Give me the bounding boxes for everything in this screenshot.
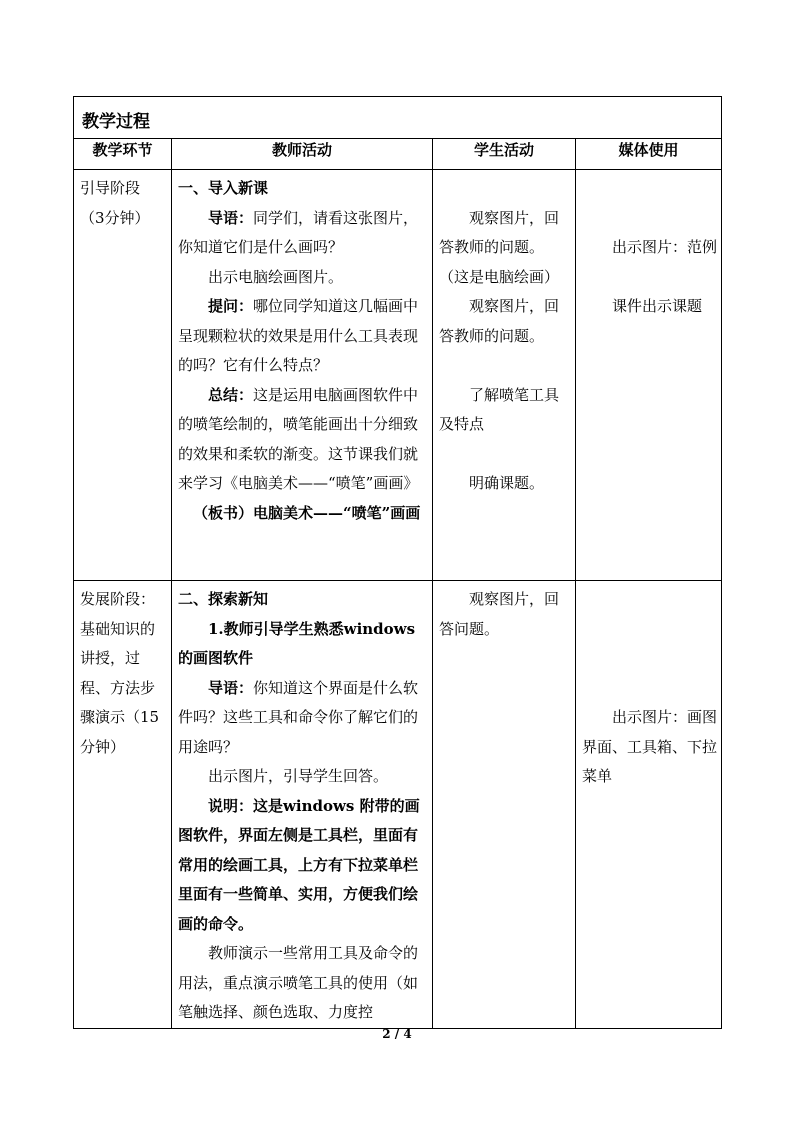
stage1-student-activity: 观察图片，回答教师的问题。 （这是电脑绘画） 观察图片，回答教师的问题。 了解喷笔工具及特点 明确课题。 <box>433 170 576 581</box>
page-number: 2 / 4 <box>382 1027 412 1041</box>
stage2-show: 出示图片，引导学生回答。 <box>208 767 389 785</box>
stage2-subheading: 1.教师引导学生熟悉windows的画图软件 <box>178 619 416 667</box>
stage2-heading: 二、探索新知 <box>178 590 269 608</box>
stage1-intro: 导语：同学们，请看这张图片，你知道它们是什么画吗？ <box>178 208 419 256</box>
header-teacher-activity: 教师活动 <box>172 139 433 170</box>
stage2-demo: 教师演示一些常用工具及命令的用法，重点演示喷笔工具的使用（如笔触选择、颜色选取、力度控 <box>178 944 419 1021</box>
stage2-explain: 说明：这是windows 附带的画图软件，界面左侧是工具栏，里面有常用的绘画工具，上方有下拉菜单栏里面有一些简单、实用，方便我们绘画的命令。 <box>178 796 420 933</box>
stage1-show: 出示电脑绘画图片。 <box>208 267 344 286</box>
stage2-intro: 导语：你知道这个界面是什么软件吗？这些工具和命令你了解它们的用途吗？ <box>178 678 419 756</box>
table-row <box>74 581 722 1029</box>
stage1-media-use: 出示图片：范例 课件出示课题 <box>576 170 722 581</box>
stage2-teacher-activity <box>172 581 433 1029</box>
stage1-label: 引导阶段 （3分钟） <box>74 170 172 581</box>
stage1-question: 提问：哪位同学知道这几幅画中呈现颗粒状的效果是用什么工具表现的吗？它有什么特点？ <box>178 297 419 374</box>
stage2-media-use: 出示图片：画图界面、工具箱、下拉菜单 <box>576 581 722 1029</box>
stage1-board: （板书）电脑美术——“喷笔”画画 <box>193 503 421 522</box>
lesson-process-table <box>73 96 722 1029</box>
header-student-activity: 学生活动 <box>433 139 576 170</box>
header-media-use: 媒体使用 <box>576 139 722 170</box>
stage2-label: 发展阶段：基础知识的讲授，过程、方法步骤演示（15分钟） <box>74 581 172 1029</box>
header-stage: 教学环节 <box>74 139 172 170</box>
table-title: 教学过程 <box>74 97 722 139</box>
table-row <box>74 170 722 581</box>
stage2-student-activity: 观察图片，回答问题。 <box>433 581 576 1029</box>
stage1-heading: 一、导入新课 <box>178 179 269 197</box>
stage1-teacher-activity <box>172 170 433 581</box>
stage1-summary: 总结：这是运用电脑画图软件中的喷笔绘制的，喷笔能画出十分细致的效果和柔软的渐变。这节课我们就来学习《电脑美术——“喷笔”画画》 <box>178 385 419 492</box>
